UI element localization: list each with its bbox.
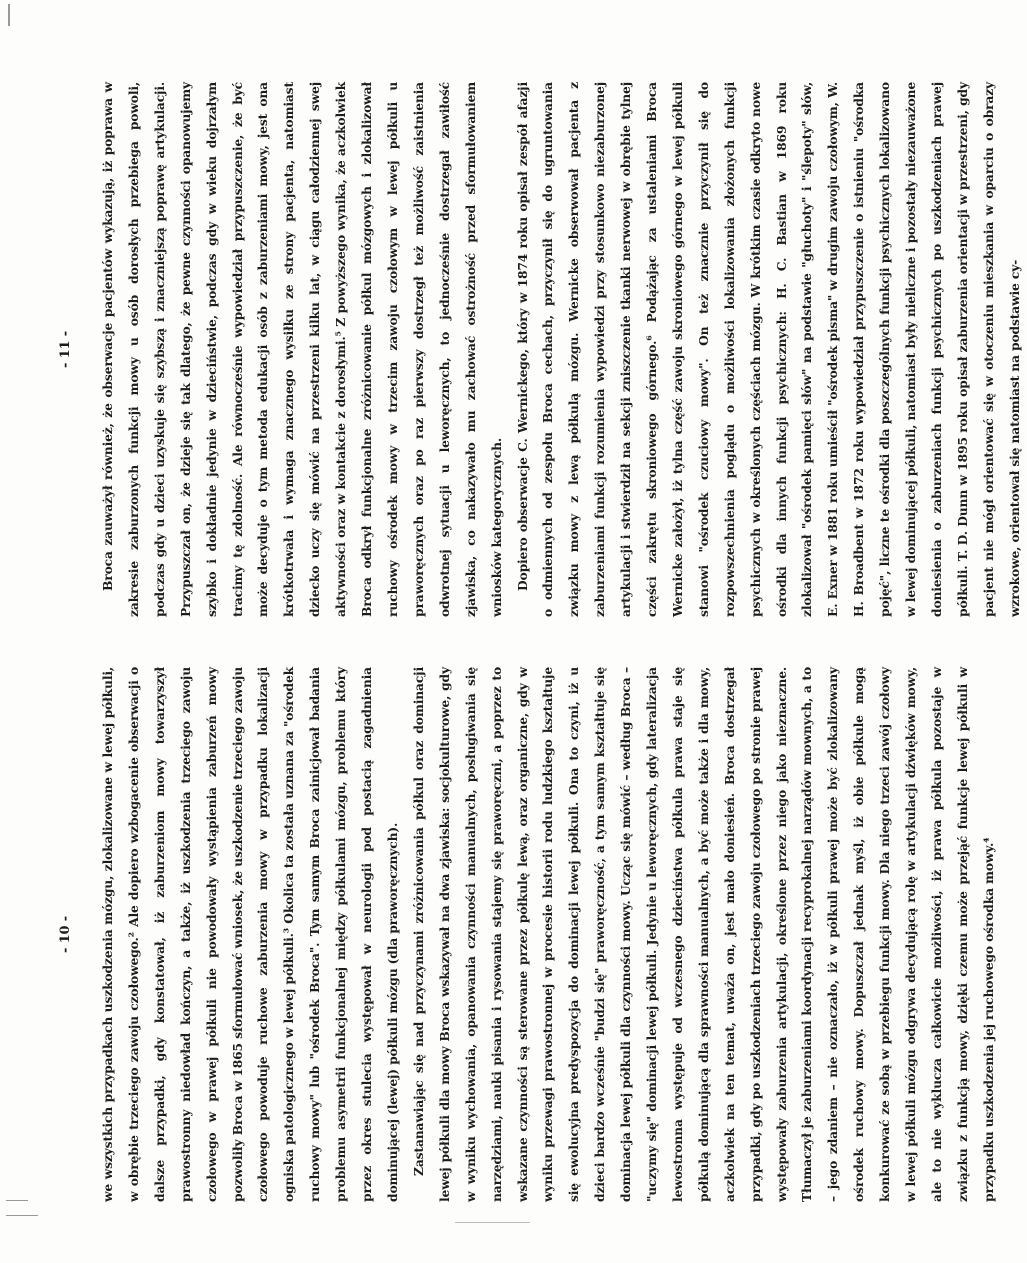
left-page — [37, 666, 996, 1202]
scan-artifact-bottom-center — [455, 1222, 530, 1223]
right-page-number: - 11 - — [57, 330, 73, 368]
scan-artifact-bottom-left-2 — [6, 1215, 38, 1216]
left-paragraph-1: we wszystkich przypadkach uszkodzenia mózgu, zlokalizowane w lewej półkuli, w obrębie trzeciego zawoju czołowego.² Ale dopiero wzbogacenie obserwacji o dalsze przypadki, gdy konstatował, iż zaburzeniom mowy towarzyszył prawostronny niedowład kończyn, a także, iż uszkodzenia trzeciego zawoju czołowego w prawej półkuli nie powodowały wystąpienia zaburzeń mowy pozwoliły Broca w 1865 sformułować wniosek, że uszkodzenie trzeciego zawoju czołowego powoduje ruchowe zaburzenia mowy w przypadku lokalizacji ogniska patologicznego w lewej półkuli.³ Okolica ta została uznana za "ośrodek ruchowy mowy" lub "ośrodek Broca". Tym samym Broca zainicjował badania problemu asymetrii funkcjonalnej między półkulami mózgu, problemu który przez okres stulecia występował w neurologii pod postacią zagadnienia dominującej (lewej) półkuli mózgu (dla praworęcznych). — [99, 666, 400, 1202]
scan-artifact-bottom-left — [6, 1200, 28, 1201]
left-paragraph-2: Zastanawiając się nad przyczynami zróżnicowania półkul oraz dominacji lewej półkuli dla mowy Broca wskazywał na dwa zjawiska: socjokulturowe, gdy w wyniku wychowania, opanowania czynności manualnych, posługiwania się narzędziami, nauki pisania i rysowania stajemy się praworęczni, a poprzez to wskazane czynności są sterowane przez półkulę lewą, oraz organiczne, gdy w wyniku przewagi prawostronnej w procesie historii rodu ludzkiego kształtuje się ewolucyjna predyspozycja do dominacji lewej półkuli. Ona to czyni, iż u dzieci bardzo wcześnie "budzi się" praworęczność, a tym samym kształtuje się dominacja lewej półkuli dla czynności mowy. Ucząc się mówić – według Broca – "uczymy się" dominacji lewej półkuli. Jedynie u leworęcznych, gdy lateralizacja lewostronna występuje od wczesnego dzieciństwa półkula prawa staje się półkulą dominującą dla sprawności manualnych, a być może także i dla mowy, aczkolwiek na ten temat, uważa on, jest mało doniesień. Broca dostrzegał przypadki, gdy po uszkodzeniach trzeciego zawoju czołowego po stronie prawej występowały zaburzenia artykulacji, określone przez niego jako nieznaczne. Tłumaczył je zaburzeniami koordynacji recyprokalnej narządów mownych, a to – jego zdaniem – nie oznaczało, iż w półkuli prawej może być zlokalizowany ośrodek ruchowy mowy. Dopuszczał jednak myśl, iż obie półkule mogą konkurować ze sobą w przebiegu funkcji mowy. Dla niego trzeci zawój czołowy w lewej półkuli mózgu odgrywa decydującą rolę w artykulacji dźwięków mowy, ale to nie wyklucza całkowicie możliwości, iż prawa półkula pozostaje w związku z funkcją mowy, dzięki czemu może przejąć funkcje lewej półkuli w przypadku uszkodzenia jej ruchowego ośrodka mowy.⁴ — [410, 666, 996, 1202]
scan-artifact-top-left — [8, 4, 10, 26]
right-page — [37, 81, 1022, 617]
right-paragraph-1: Broca zauważył również, że obserwacje pacjentów wykazują, iż poprawa w zakresie zaburzonych funkcji mowy u osób dorosłych przebiega powoli, podczas gdy u dzieci uzyskuje się szybszą i znaczniejszą poprawę artykulacji. Przypuszczał on, że dzieje się tak dlatego, że pewne czynności opanowujemy szybko i dokładnie jedynie w dzieciństwie, podczas gdy w wieku dojrzałym tracimy tę zdolność. Ale równocześnie wypowiedział przypuszczenie, że być może decyduje o tym metoda edukacji osób z zaburzeniami mowy, jest ona krótkotrwała i wymaga znacznego wysiłku ze strony pacjenta, natomiast dziecko uczy się mówić na przestrzeni kilku lat, w ciągu całodziennej swej aktywności oraz w kontakcie z dorosłymi.⁵ Z powyższego wynika, że aczkolwiek Broca odkrył funkcjonalne zróżnicowanie półkul mózgowych i zlokalizował ruchowy ośrodek mowy w trzecim zawoju czołowym w lewej półkuli u praworęcznych oraz po raz pierwszy dostrzegł też możliwość zaistnienia odwrotnej sytuacji u leworęcznych, to jednocześnie dostrzegał zawiłość zjawiska, co nakazywało mu zachować ostrożność przed sformułowaniem wniosków kategorycznych. — [99, 81, 504, 617]
right-paragraph-2: Dopiero obserwacje C. Wernickego, który w 1874 roku opisał zespół afazji o odmiennych od zespołu Broca cechach, przyczynił się do ugruntowania związku mowy z lewą półkulą mózgu. Wernicke obserwował pacjenta z zaburzeniami funkcji rozumienia wypowiedzi przy stosunkowo niezaburzonej artykulacji i stwierdził na sekcji zniszczenie tkanki nerwowej w obrębie tylnej części zakrętu skroniowego górnego.⁶ Podążając za ustaleniami Broca Wernicke założył, iż tylna część zawoju skroniowego górnego w lewej półkuli stanowi "ośrodek czuciowy mowy". On też znacznie przyczynił się do rozpowszechnienia poglądu o możliwości lokalizowania złożonych funkcji psychicznych w określonych częściach mózgu. W krótkim czasie odkryto nowe ośrodki dla innych funkcji psychicznych: H. C. Bastian w 1869 roku zlokalizował "ośrodek pamięci słów" na podstawie "głuchoty" i "ślepoty" słów, E. Exner w 1881 roku umieścił "ośrodek pisma" w drugim zawoju czołowym, W. H. Broadbent w 1872 roku wypowiedział przypuszczenie o istnieniu "ośrodka pojęć", liczne te ośrodki dla poszczególnych funkcji psychicznych lokalizowano w lewej dominującej półkuli, natomiast były nieliczne i pozostały niezauważone doniesienia o zaburzeniach funkcji psychicznych po uszkodzeniach prawej półkuli. T. D. Dunn w 1895 roku opisał zaburzenia orientacji w przestrzeni, gdy pacjent nie mógł orientować się w otoczeniu mieszkania w oparciu o obrazy wzrokowe, orientował się natomiast na podstawie cy- — [514, 81, 1022, 617]
left-page-number: - 10 - — [57, 915, 73, 953]
book-spread — [37, 62, 1022, 1202]
